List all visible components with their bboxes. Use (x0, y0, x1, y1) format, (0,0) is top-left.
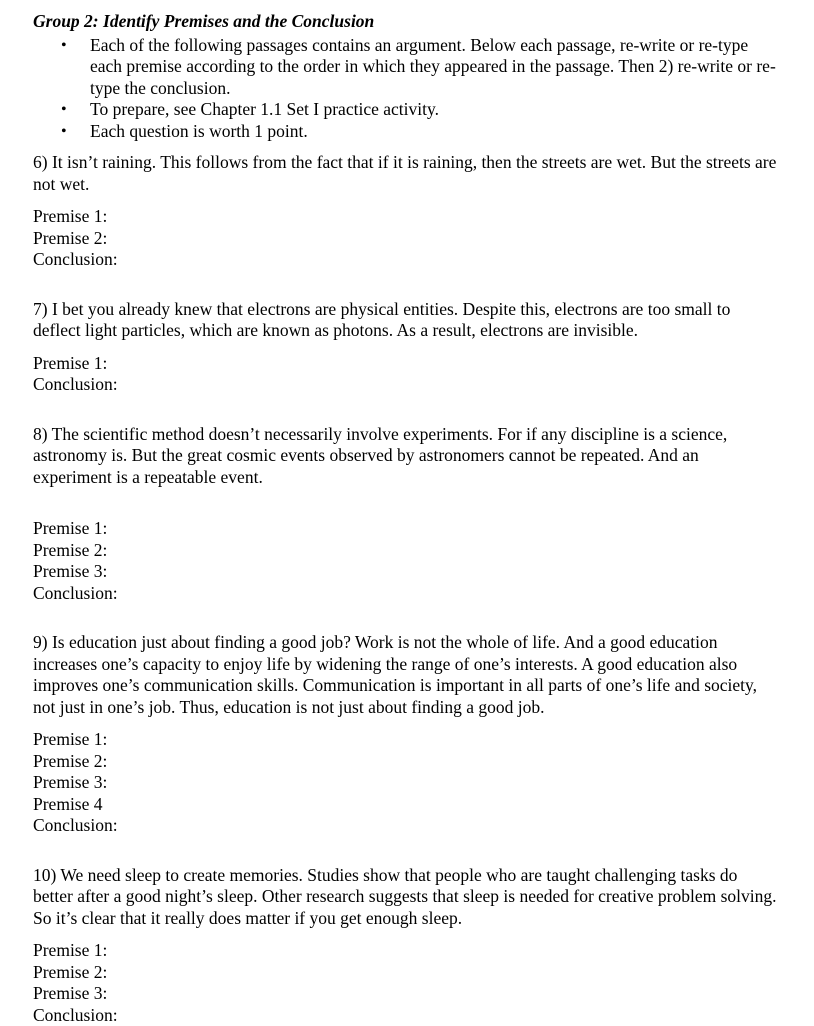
answer-line[interactable]: Premise 1: (33, 206, 778, 228)
question-9 (33, 632, 778, 837)
answer-line[interactable]: Premise 2: (33, 751, 778, 773)
answer-line[interactable]: Premise 1: (33, 940, 778, 962)
spacer (33, 271, 778, 299)
answer-line[interactable]: Premise 1: (33, 353, 778, 375)
instruction-text: Each question is worth 1 point. (90, 121, 308, 141)
instruction-text: Each of the following passages contains an argument. Below each passage, re-write or re-type each premise according to the order in which they appeared in the passage. Then 2) re-write or re-type the conclusion. (90, 35, 776, 98)
answer-line[interactable]: Premise 1: (33, 518, 778, 540)
answer-line[interactable]: Premise 2: (33, 228, 778, 250)
answer-line[interactable]: Conclusion: (33, 374, 778, 396)
answer-list (33, 206, 778, 271)
answer-line[interactable]: Conclusion: (33, 815, 778, 837)
answer-line[interactable]: Premise 2: (33, 962, 778, 984)
instruction-item (33, 121, 778, 143)
question-10 (33, 865, 778, 1026)
bullet-icon: • (61, 121, 67, 143)
question-passage: 8) The scientific method doesn’t necessarily involve experiments. For if any discipline is a science, astronomy is. But the great cosmic events observed by astronomers cannot be repeated. And an experiment is a repeatable event. (33, 424, 778, 489)
answer-list (33, 518, 778, 604)
answer-line[interactable]: Premise 3: (33, 772, 778, 794)
answer-line[interactable]: Premise 3: (33, 983, 778, 1005)
bullet-icon: • (61, 35, 67, 57)
answer-list (33, 353, 778, 396)
question-6 (33, 152, 778, 271)
answer-line[interactable]: Premise 3: (33, 561, 778, 583)
answer-line[interactable]: Conclusion: (33, 249, 778, 271)
answer-line[interactable]: Premise 4 (33, 794, 778, 816)
question-passage: 9) Is education just about finding a good job? Work is not the whole of life. And a good education increases one’s capacity to enjoy life by widening the range of one’s interests. A good education also improves one’s communication skills. Communication is important in all parts of one’s life and society, not just in one’s job. Thus, education is not just about finding a good job. (33, 632, 778, 718)
answer-line[interactable]: Premise 2: (33, 540, 778, 562)
instruction-item (33, 99, 778, 121)
bullet-icon: • (61, 99, 67, 121)
answer-list (33, 940, 778, 1026)
answer-list (33, 729, 778, 837)
instruction-text: To prepare, see Chapter 1.1 Set I practice activity. (90, 99, 439, 119)
spacer (33, 604, 778, 632)
spacer (33, 396, 778, 424)
document-page (33, 11, 778, 1026)
instructions-list (33, 35, 778, 143)
section-heading: Group 2: Identify Premises and the Conclusion (33, 11, 778, 33)
answer-line[interactable]: Conclusion: (33, 1005, 778, 1026)
question-8 (33, 424, 778, 605)
question-passage: 10) We need sleep to create memories. Studies show that people who are taught challenging tasks do better after a good night’s sleep. Other research suggests that sleep is needed for creative problem solving. So it’s clear that it really does matter if you get enough sleep. (33, 865, 778, 930)
question-passage: 6) It isn’t raining. This follows from the fact that if it is raining, then the streets are wet. But the streets are not wet. (33, 152, 778, 195)
question-7 (33, 299, 778, 396)
spacer (33, 837, 778, 865)
question-passage: 7) I bet you already knew that electrons are physical entities. Despite this, electrons are too small to deflect light particles, which are known as photons. As a result, electrons are invisible. (33, 299, 778, 342)
answer-line[interactable]: Premise 1: (33, 729, 778, 751)
spacer (33, 499, 778, 518)
instruction-item (33, 35, 778, 100)
answer-line[interactable]: Conclusion: (33, 583, 778, 605)
